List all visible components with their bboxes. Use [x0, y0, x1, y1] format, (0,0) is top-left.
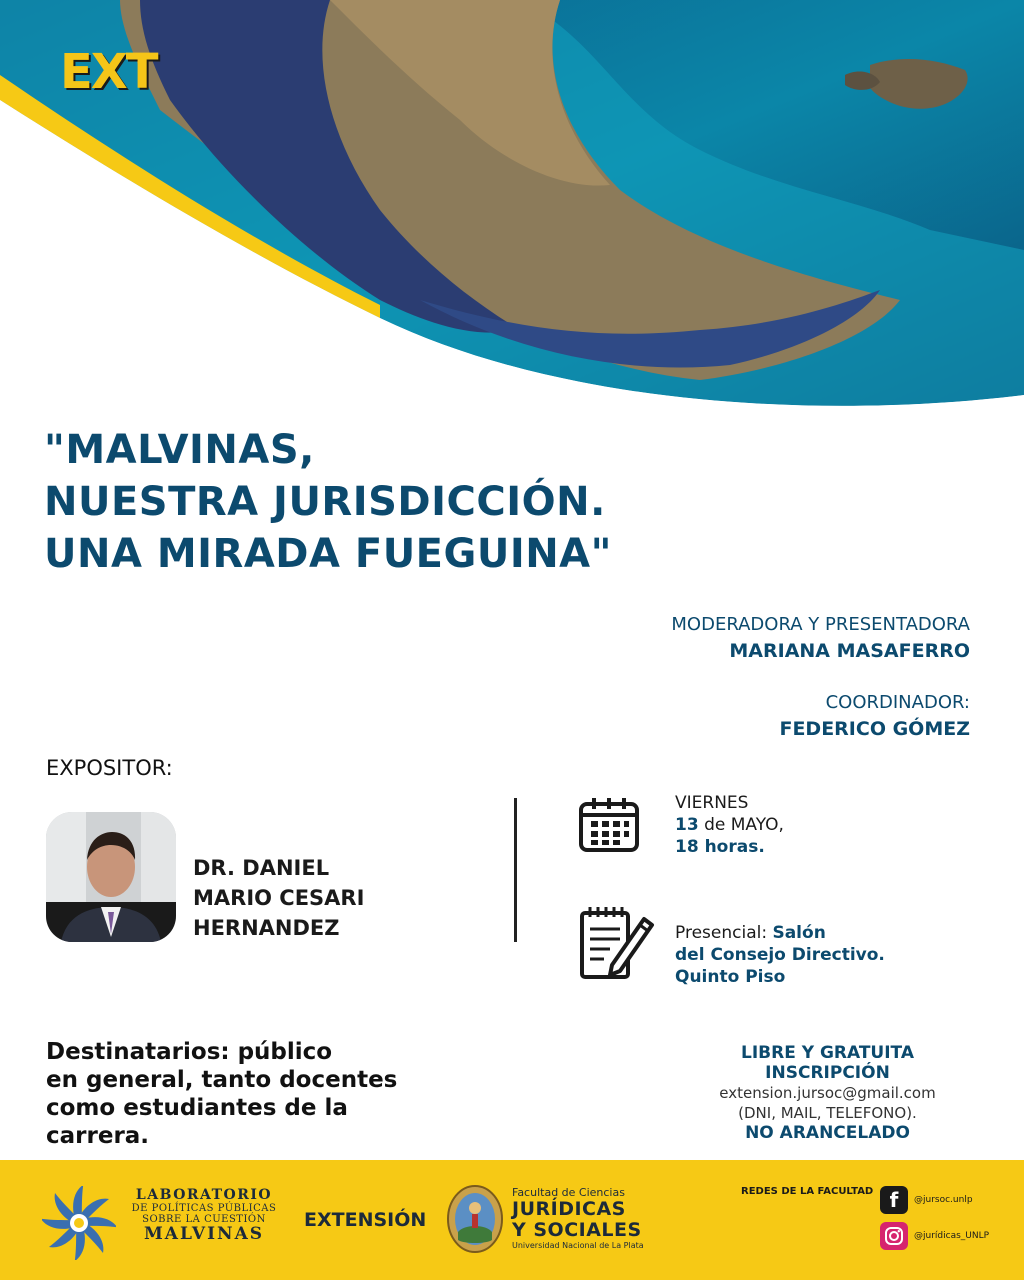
speaker-name-line-3: HERNANDEZ	[193, 916, 340, 940]
faculty-small: Facultad de Ciencias	[512, 1186, 625, 1199]
audience-line-4: carrera.	[46, 1123, 150, 1149]
event-title	[44, 424, 944, 580]
lab-line-3: SOBRE LA CUESTIÓN	[142, 1214, 266, 1225]
event-date	[675, 792, 784, 858]
moderator-name: MARIANA MASAFERRO	[729, 640, 970, 662]
faculty-university: Universidad Nacional de La Plata	[512, 1241, 644, 1250]
event-date-month: de MAYO,	[698, 815, 784, 835]
title-line-3: UNA MIRADA FUEGUINA"	[44, 531, 612, 577]
audience-text	[46, 1038, 466, 1150]
speaker-name-line-2: MARIO CESARI	[193, 886, 365, 910]
venue-part-1: Salón	[772, 923, 826, 943]
venue-prefix: Presencial:	[675, 923, 773, 943]
registration-requirements: (DNI, MAIL, TELEFONO).	[738, 1104, 917, 1122]
registration-free: LIBRE Y GRATUITA	[740, 1043, 914, 1063]
event-date-number: 13	[675, 815, 699, 835]
lab-line-2: DE POLÍTICAS PÚBLICAS	[131, 1203, 277, 1214]
malvinas-lab-logo-text	[124, 1187, 284, 1244]
coordinator-name: FEDERICO GÓMEZ	[779, 718, 970, 740]
lab-line-1: LABORATORIO	[135, 1187, 273, 1203]
venue-line-1	[675, 922, 955, 944]
faculty-big-2: Y SOCIALES	[512, 1219, 642, 1241]
speaker-name	[193, 853, 364, 943]
moderator-role: MODERADORA Y PRESENTADORA	[671, 614, 970, 635]
malvinas-lab-emblem-icon	[42, 1186, 116, 1264]
audience-line-2: en general, tanto docentes	[46, 1067, 398, 1093]
expositor-label: EXPOSITOR:	[46, 756, 173, 780]
coordinator-role: COORDINADOR:	[825, 692, 970, 713]
title-line-1: "MALVINAS,	[44, 427, 315, 473]
extension-label: EXTENSIÓN	[304, 1209, 427, 1231]
instagram-link[interactable]	[880, 1222, 989, 1250]
ext-logo: EXT	[60, 44, 157, 100]
moderator-credit	[671, 612, 970, 664]
registration-fee: NO ARANCELADO	[745, 1123, 910, 1143]
audience-line-1: Destinatarios: público	[46, 1039, 333, 1065]
notepad-icon	[578, 905, 656, 985]
registration-email[interactable]: extension.jursoc@gmail.com	[719, 1084, 936, 1102]
registration-heading: INSCRIPCIÓN	[765, 1063, 890, 1083]
facebook-link[interactable]	[880, 1186, 973, 1214]
facebook-icon: f	[880, 1186, 908, 1214]
registration-info	[690, 1043, 965, 1143]
coordinator-credit	[779, 690, 970, 742]
social-networks-label: REDES DE LA FACULTAD	[741, 1186, 874, 1197]
instagram-icon	[880, 1222, 908, 1250]
audience-line-3: como estudiantes de la	[46, 1095, 348, 1121]
speaker-photo	[46, 812, 176, 942]
title-line-2: NUESTRA JURISDICCIÓN.	[44, 479, 606, 525]
lab-line-4: MALVINAS	[143, 1224, 265, 1244]
faculty-big-1: JURÍDICAS	[512, 1198, 626, 1220]
venue-part-3: Quinto Piso	[675, 967, 786, 987]
venue-part-2: del Consejo Directivo.	[675, 945, 885, 965]
event-time: 18 horas.	[675, 837, 765, 857]
faculty-seal-icon	[446, 1184, 504, 1258]
event-venue	[675, 922, 955, 988]
facebook-handle: @jursoc.unlp	[914, 1195, 973, 1205]
vertical-divider	[514, 798, 517, 942]
instagram-handle: @jurídicas_UNLP	[914, 1231, 990, 1241]
event-date-line	[675, 814, 784, 836]
event-day: VIERNES	[675, 793, 749, 813]
calendar-icon	[578, 796, 640, 858]
speaker-name-line-1: DR. DANIEL	[193, 856, 330, 880]
faculty-logo-text	[512, 1186, 644, 1251]
